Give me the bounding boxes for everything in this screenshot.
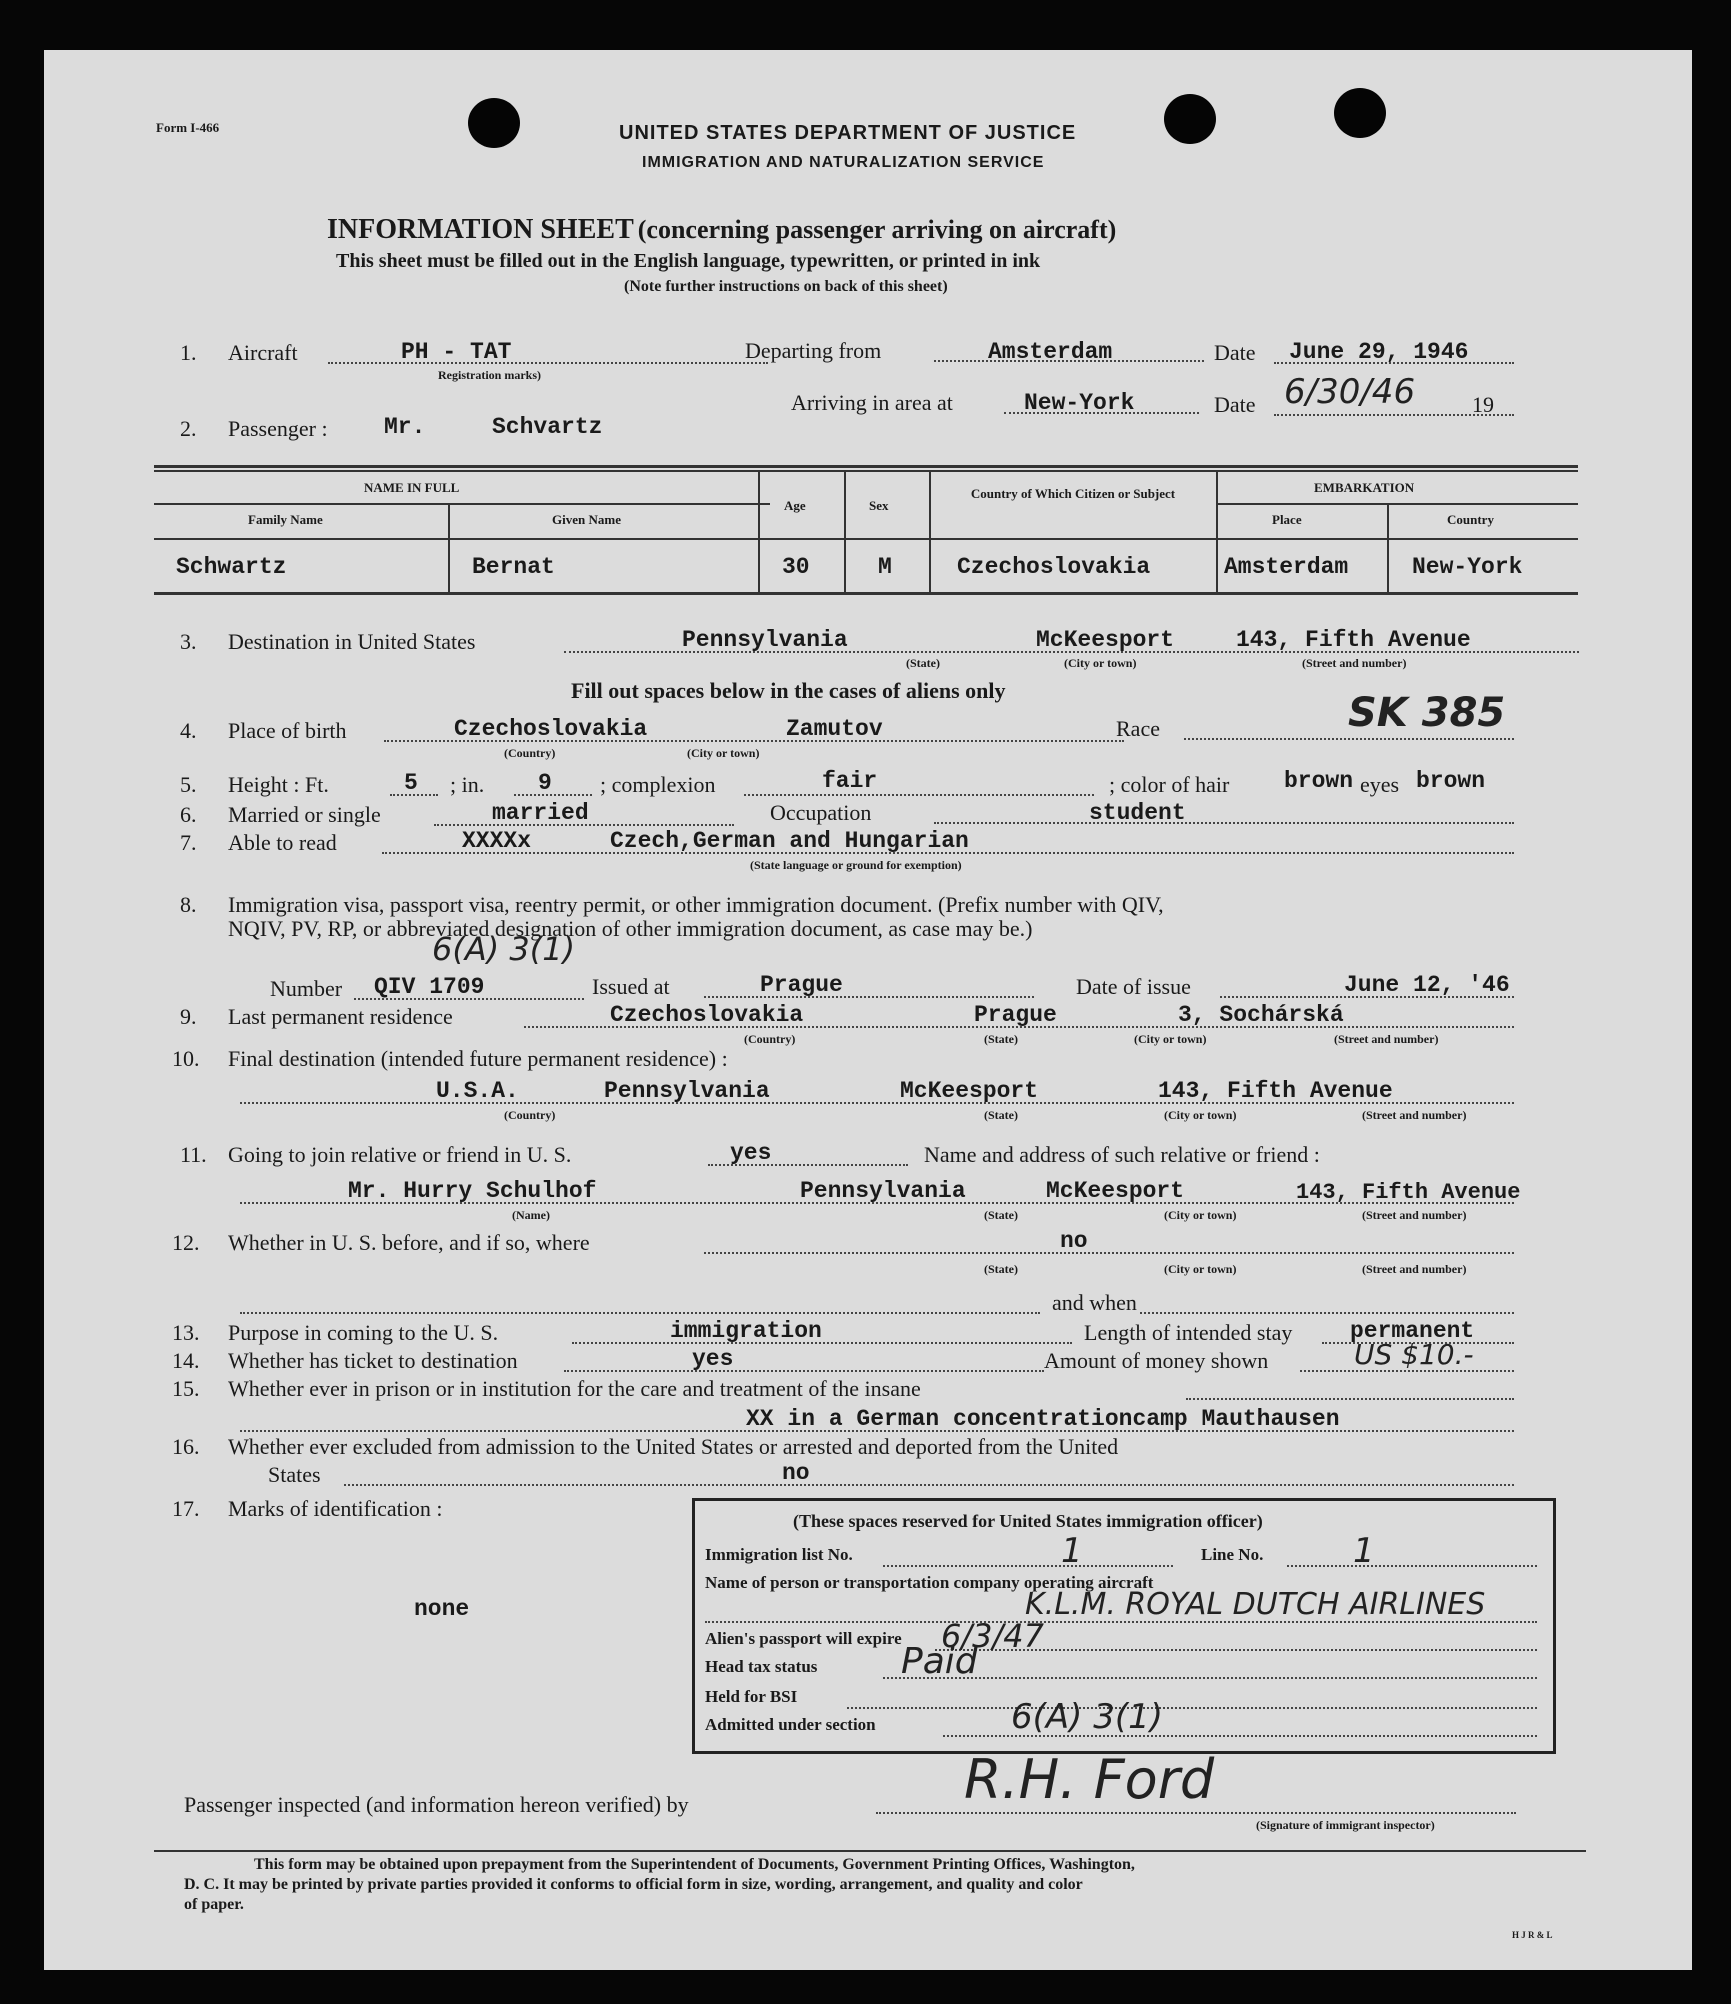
- officer-box: [692, 1498, 1556, 1754]
- ticket-value: yes: [692, 1346, 734, 1372]
- punch-hole: [1334, 88, 1386, 138]
- aliens-heading: Fill out spaces below in the cases of aliens only: [571, 678, 1006, 703]
- arriving-date-year: 19: [1472, 392, 1494, 417]
- transport-label: Name of person or transportation company operating aircraft: [705, 1573, 1154, 1592]
- purpose-value: immigration: [670, 1318, 822, 1344]
- join-name-caption: (Name): [512, 1208, 550, 1222]
- join-label: Going to join relative or friend in U. S.: [228, 1142, 572, 1167]
- height-in: 9: [538, 770, 552, 796]
- residence-country-caption: (Country): [744, 1032, 796, 1046]
- residence-street: 3, Sochárská: [1178, 1002, 1344, 1028]
- birthplace-country: Czechoslovakia: [454, 716, 648, 742]
- hair-label: ; color of hair: [1109, 772, 1230, 797]
- sex-header: Sex: [869, 498, 889, 513]
- visa-text-1: Immigration visa, passport visa, reentry permit, or other immigration document. (Prefix number with QIV,: [228, 892, 1164, 917]
- item2-number: 2.: [180, 416, 197, 441]
- residence-street-caption: (Street and number): [1334, 1032, 1439, 1046]
- admitted-value: 6(A) 3(1): [1011, 1697, 1164, 1737]
- complexion-label: ; complexion: [600, 772, 716, 797]
- row-family: Schwartz: [176, 554, 287, 580]
- prison-label: Whether ever in prison or in institution for the care and treatment of the insane: [228, 1376, 921, 1401]
- admitted-label: Admitted under section: [705, 1715, 876, 1734]
- title-note: (Note further instructions on back of this sheet): [624, 278, 948, 295]
- money-value: US $10.-: [1354, 1338, 1474, 1371]
- stay-value: permanent: [1350, 1318, 1475, 1344]
- item13-number: 13.: [172, 1320, 200, 1345]
- row-given: Bernat: [472, 554, 555, 580]
- item8-number: 8.: [180, 892, 197, 917]
- registration-caption: Registration marks): [438, 368, 541, 382]
- footer-text-2: D. C. It may be printed by private parties provided it conforms to official form in size, wording, arrangement, and quality and color: [184, 1876, 1083, 1893]
- before-city-caption: (City or town): [1164, 1262, 1237, 1276]
- item4-number: 4.: [180, 718, 197, 743]
- destination-street-caption: (Street and number): [1302, 656, 1407, 670]
- date-value: June 29, 1946: [1289, 339, 1469, 365]
- inspection-label: Passenger inspected (and information hereon verified) by: [184, 1792, 689, 1817]
- height-in-label: ; in.: [450, 772, 485, 797]
- birthplace-city: Zamutov: [786, 716, 883, 742]
- read-struck: XXXXx: [462, 828, 532, 854]
- given-name-header: Given Name: [552, 512, 621, 527]
- final-city-caption: (City or town): [1164, 1108, 1237, 1122]
- item17-number: 17.: [172, 1496, 200, 1521]
- title-concerning: (concerning passenger arriving on aircraft): [637, 215, 1117, 244]
- title-instruction: This sheet must be filled out in the English language, typewritten, or printed in ink: [336, 250, 1041, 272]
- join-state-caption: (State): [984, 1208, 1018, 1222]
- passport-label: Alien's passport will expire: [705, 1629, 902, 1648]
- visa-text-2: NQIV, PV, RP, or abbreviated designation of other immigration document, as case may be.): [228, 916, 1033, 941]
- final-country-caption: (Country): [504, 1108, 556, 1122]
- ticket-label: Whether has ticket to destination: [228, 1348, 518, 1373]
- passenger-name: Schvartz: [492, 414, 603, 440]
- emb-country-header: Country: [1447, 512, 1494, 527]
- destination-street: 143, Fifth Avenue: [1236, 627, 1471, 653]
- final-street: 143, Fifth Avenue: [1158, 1078, 1393, 1104]
- row-country: New-York: [1412, 554, 1523, 580]
- row-place: Amsterdam: [1224, 554, 1349, 580]
- join-name-label: Name and address of such relative or friend :: [924, 1142, 1320, 1167]
- page-title: [327, 214, 1116, 246]
- item12-number: 12.: [172, 1230, 200, 1255]
- bsi-label: Held for BSI: [705, 1687, 798, 1706]
- join-state: Pennsylvania: [800, 1178, 966, 1204]
- arriving-value: New-York: [1024, 390, 1135, 416]
- residence-city-caption: (City or town): [1134, 1032, 1207, 1046]
- before-value: no: [1060, 1228, 1088, 1254]
- join-city-caption: (City or town): [1164, 1208, 1237, 1222]
- footer-text-3: of paper.: [184, 1896, 244, 1913]
- agency-header: UNITED STATES DEPARTMENT OF JUSTICE: [619, 122, 1077, 144]
- item15-number: 15.: [172, 1376, 200, 1401]
- passport-value: 6/3/47: [941, 1617, 1044, 1655]
- arriving-label: Arriving in area at: [791, 390, 953, 415]
- final-city: McKeesport: [900, 1078, 1039, 1104]
- age-header: Age: [784, 498, 806, 513]
- stay-label: Length of intended stay: [1084, 1320, 1293, 1345]
- final-state: Pennsylvania: [604, 1078, 770, 1104]
- item3-number: 3.: [180, 629, 197, 654]
- occupation-value: student: [1089, 800, 1186, 826]
- height-label: Height : Ft.: [228, 772, 329, 797]
- join-street-caption: (Street and number): [1362, 1208, 1467, 1222]
- item7-number: 7.: [180, 830, 197, 855]
- join-value: yes: [730, 1140, 772, 1166]
- read-caption: (State language or ground for exemption): [750, 858, 962, 872]
- visa-handwritten: 6(A) 3(1): [432, 930, 576, 968]
- punch-hole: [468, 98, 520, 148]
- row-sex: M: [878, 554, 892, 580]
- birthplace-city-caption: (City or town): [687, 746, 760, 760]
- departing-label: Departing from: [745, 338, 882, 363]
- item6-number: 6.: [180, 802, 197, 827]
- item16-number: 16.: [172, 1434, 200, 1459]
- place-header: Place: [1272, 512, 1302, 527]
- item14-number: 14.: [172, 1348, 200, 1373]
- aircraft-label: Aircraft: [228, 340, 298, 365]
- before-street-caption: (Street and number): [1362, 1262, 1467, 1276]
- destination-city-caption: (City or town): [1064, 656, 1137, 670]
- form-number: Form I-466: [156, 120, 220, 135]
- race-label: Race: [1116, 716, 1160, 741]
- final-country: U.S.A.: [436, 1078, 519, 1104]
- eyes-value: brown: [1416, 768, 1486, 794]
- residence-label: Last permanent residence: [228, 1004, 453, 1029]
- excluded-label-2: States: [268, 1462, 321, 1487]
- date-label: Date: [1214, 340, 1256, 365]
- residence-state-caption: (State): [984, 1032, 1018, 1046]
- residence-country: Czechoslovakia: [610, 1002, 804, 1028]
- birthplace-label: Place of birth: [228, 718, 347, 743]
- excluded-label: Whether ever excluded from admission to the United States or arrested and deported from the United: [228, 1434, 1119, 1459]
- line-label: Line No.: [1201, 1545, 1264, 1564]
- item5-number: 5.: [180, 772, 197, 797]
- purpose-label: Purpose in coming to the U. S.: [228, 1320, 499, 1345]
- before-label: Whether in U. S. before, and if so, where: [228, 1230, 590, 1255]
- read-value: Czech,German and Hungarian: [610, 828, 969, 854]
- printer-mark: H J R & L: [1512, 1930, 1553, 1940]
- arriving-date-label: Date: [1214, 392, 1256, 417]
- form-sheet: [44, 50, 1692, 1970]
- money-label: Amount of money shown: [1044, 1348, 1269, 1373]
- destination-state-caption: (State): [906, 656, 940, 670]
- destination-city: McKeesport: [1036, 627, 1175, 653]
- item1-number: 1.: [180, 340, 197, 365]
- before-state-caption: (State): [984, 1262, 1018, 1276]
- row-age: 30: [782, 554, 810, 580]
- complexion-value: fair: [822, 768, 878, 794]
- passenger-label: Passenger :: [228, 416, 328, 441]
- eyes-label: eyes: [1360, 772, 1400, 797]
- family-name-header: Family Name: [248, 512, 323, 527]
- race-value: SK 385: [1348, 690, 1506, 736]
- passenger-title: Mr.: [384, 414, 426, 440]
- marks-value: none: [414, 1596, 470, 1622]
- join-name: Mr. Hurry Schulhof: [348, 1178, 597, 1204]
- inspector-signature: R.H. Ford: [964, 1748, 1215, 1811]
- read-label: Able to read: [228, 830, 337, 855]
- destination-state: Pennsylvania: [682, 627, 848, 653]
- when-label: and when: [1052, 1290, 1137, 1315]
- issued-value: Prague: [760, 972, 843, 998]
- row-citizen: Czechoslovakia: [957, 554, 1151, 580]
- hair-value: brown: [1284, 768, 1354, 794]
- visa-number-label: Number: [270, 976, 343, 1001]
- aircraft-value: PH - TAT: [401, 339, 512, 365]
- marital-value: married: [492, 800, 589, 826]
- issue-date-value: June 12, '46: [1344, 972, 1510, 998]
- punch-hole: [1164, 94, 1216, 144]
- country-header: Country of Which Citizen or Subject: [970, 486, 1176, 501]
- tax-value: Paid: [901, 1641, 978, 1682]
- footer-text-1: This form may be obtained upon prepayment from the Superintendent of Documents, Government Printing Offices, Washington,: [254, 1856, 1135, 1873]
- list-label: Immigration list No.: [705, 1545, 853, 1564]
- join-street: 143, Fifth Avenue: [1296, 1180, 1521, 1205]
- final-destination-label: Final destination (intended future permanent residence) :: [228, 1046, 728, 1071]
- destination-label: Destination in United States: [228, 629, 476, 654]
- service-header: IMMIGRATION AND NATURALIZATION SERVICE: [642, 154, 1045, 171]
- item11-number: 11.: [180, 1142, 207, 1167]
- occupation-label: Occupation: [770, 800, 872, 825]
- officer-heading: (These spaces reserved for United States immigration officer): [793, 1511, 1263, 1531]
- residence-state: Prague: [974, 1002, 1057, 1028]
- transport-value: K.L.M. ROYAL DUTCH AIRLINES: [1025, 1587, 1486, 1622]
- name-in-full-header: NAME IN FULL: [364, 480, 460, 495]
- marks-label: Marks of identification :: [228, 1496, 443, 1521]
- embarkation-header: EMBARKATION: [1314, 480, 1415, 495]
- final-state-caption: (State): [984, 1108, 1018, 1122]
- list-value: 1: [1061, 1531, 1083, 1571]
- title-main: INFORMATION SHEET: [327, 214, 634, 245]
- tax-label: Head tax status: [705, 1657, 818, 1676]
- prison-value: XX in a German concentrationcamp Mauthausen: [746, 1406, 1340, 1432]
- join-city: McKeesport: [1046, 1178, 1185, 1204]
- item9-number: 9.: [180, 1004, 197, 1029]
- departing-value: Amsterdam: [988, 339, 1113, 365]
- height-ft: 5: [404, 770, 418, 796]
- excluded-value: no: [782, 1460, 810, 1486]
- signature-caption: (Signature of immigrant inspector): [1256, 1818, 1435, 1832]
- arriving-date-handwritten: 6/30/46: [1284, 372, 1416, 412]
- issue-date-label: Date of issue: [1076, 974, 1191, 999]
- visa-number-value: QIV 1709: [374, 974, 485, 1000]
- item10-number: 10.: [172, 1046, 200, 1071]
- marital-label: Married or single: [228, 802, 381, 827]
- birthplace-country-caption: (Country): [504, 746, 556, 760]
- issued-label: Issued at: [592, 974, 670, 999]
- final-street-caption: (Street and number): [1362, 1108, 1467, 1122]
- line-value: 1: [1353, 1531, 1375, 1571]
